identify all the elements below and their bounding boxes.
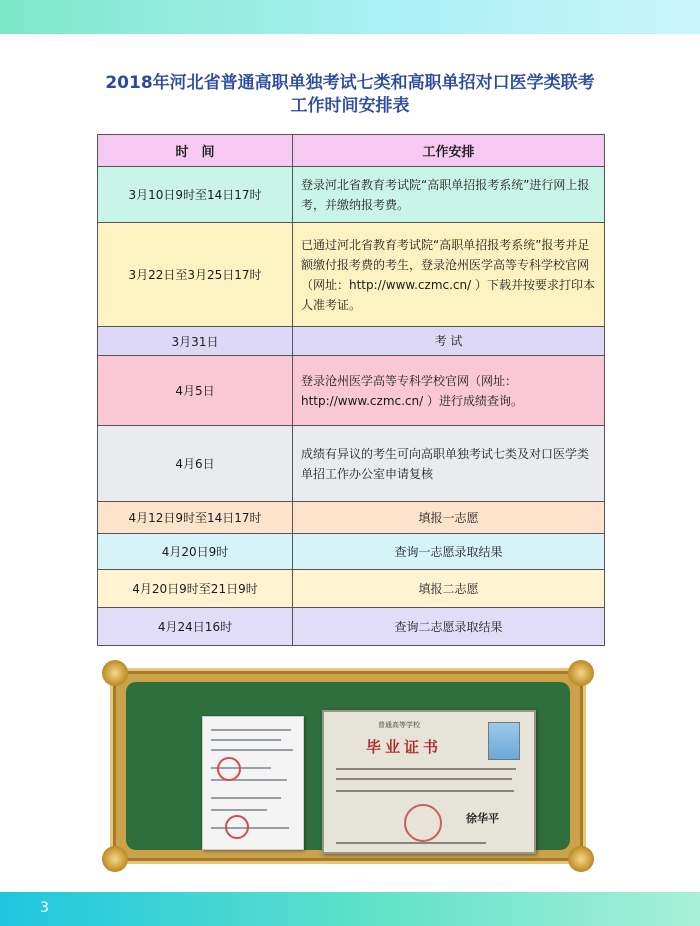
row-time: 4月20日9时至21日9时 (98, 570, 293, 608)
row-time: 4月20日9时 (98, 534, 293, 570)
row-time: 4月12日9时至14日17时 (98, 502, 293, 534)
seal-icon (404, 804, 442, 842)
table-row (98, 608, 605, 646)
table-row (98, 570, 605, 608)
row-work: 考 试 (293, 327, 605, 356)
table-row (98, 167, 605, 223)
schedule-table (97, 134, 605, 646)
certificate-title: 毕业证书 (365, 738, 442, 756)
certificate-frame (110, 668, 586, 864)
portrait-photo (488, 722, 520, 760)
header-time: 时 间 (98, 135, 293, 167)
page-number: 3 (40, 900, 49, 916)
row-time: 4月5日 (98, 356, 293, 426)
page-subtitle: 工作时间安排表 (290, 96, 410, 116)
certificate-signature: 徐华平 (466, 812, 499, 825)
row-work: 填报二志愿 (293, 570, 605, 608)
table-row (98, 502, 605, 534)
header-work: 工作安排 (293, 135, 605, 167)
frame-ornament (102, 660, 128, 686)
row-work: 查询二志愿录取结果 (293, 608, 605, 646)
row-time: 3月10日9时至14日17时 (98, 167, 293, 223)
stamp-icon (217, 757, 241, 781)
registration-form-image (202, 716, 304, 850)
certificate-header: 普通高等学校 (378, 721, 420, 729)
table-row (98, 534, 605, 570)
table-row (98, 426, 605, 502)
table-row (98, 223, 605, 327)
row-time: 4月6日 (98, 426, 293, 502)
top-banner (0, 0, 700, 34)
page-title: 2018年河北省普通高职单独考试七类和高职单招对口医学类联考 (105, 73, 595, 93)
row-work: 填报一志愿 (293, 502, 605, 534)
stamp-icon (225, 815, 249, 839)
bottom-banner (0, 892, 700, 926)
row-work: 查询一志愿录取结果 (293, 534, 605, 570)
row-work: 成绩有异议的考生可向高职单独考试七类及对口医学类单招工作办公室申请复核 (293, 426, 605, 502)
table-row (98, 327, 605, 356)
row-time: 3月31日 (98, 327, 293, 356)
row-work: 已通过河北省教育考试院“高职单招报考系统”报考并足额缴付报考费的考生，登录沧州医学高等专科学校官网（网址：http://www.czmc.cn/ ）下载并按要求打印本人准考证。 (293, 223, 605, 327)
table-row (98, 356, 605, 426)
frame-ornament (568, 660, 594, 686)
frame-background (126, 682, 570, 850)
frame-ornament (102, 846, 128, 872)
graduation-certificate-image (322, 710, 536, 854)
table-header-row (98, 135, 605, 167)
row-work: 登录沧州医学高等专科学校官网（网址：http://www.czmc.cn/ ）进行成绩查询。 (293, 356, 605, 426)
row-time: 3月22日至3月25日17时 (98, 223, 293, 327)
frame-ornament (568, 846, 594, 872)
row-work: 登录河北省教育考试院“高职单招报考系统”进行网上报考，并缴纳报考费。 (293, 167, 605, 223)
row-time: 4月24日16时 (98, 608, 293, 646)
